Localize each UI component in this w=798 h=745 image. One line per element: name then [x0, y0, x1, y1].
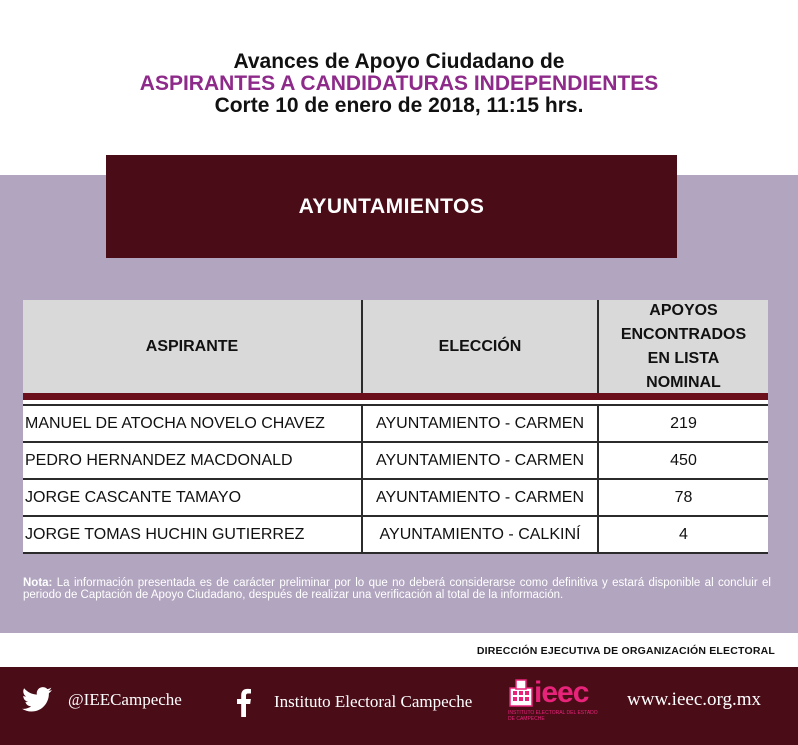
results-table — [23, 300, 768, 554]
facebook-icon — [232, 687, 258, 717]
header-eleccion: ELECCIÓN — [363, 300, 599, 393]
logo-subtext: INSTITUTO ELECTORAL DEL ESTADO DE CAMPECHE — [508, 710, 598, 722]
twitter-icon — [22, 687, 52, 712]
twitter-handle[interactable] — [22, 687, 182, 712]
cell-aspirante: JORGE CASCANTE TAMAYO — [23, 480, 363, 515]
disclaimer-note — [23, 577, 771, 601]
facebook-page[interactable] — [232, 687, 472, 717]
website-link[interactable]: www.ieec.org.mx — [627, 689, 762, 710]
cell-eleccion: AYUNTAMIENTO - CARMEN — [363, 480, 599, 515]
note-text: La información presentada es de carácter preliminar por lo que no deberá considerarse como definitiva y estará disponible al concluir el periodo de Captación de Apoyo Ciudadano, después de realizar una verificación al total de la información. — [23, 577, 771, 601]
header — [0, 0, 798, 175]
cell-apoyos: 78 — [674, 488, 693, 506]
table-row — [23, 480, 768, 517]
cell-apoyos: 4 — [679, 525, 688, 543]
table-header — [23, 300, 768, 393]
cell-aspirante: JORGE TOMAS HUCHIN GUTIERREZ — [23, 517, 363, 552]
section-banner — [106, 155, 677, 258]
note-label: Nota: — [23, 577, 53, 589]
ieec-logo — [508, 678, 600, 722]
section-title: AYUNTAMIENTOS — [298, 194, 485, 218]
cell-eleccion: AYUNTAMIENTO - CARMEN — [363, 443, 599, 478]
table-row — [23, 406, 768, 443]
logo-text: ieec — [534, 676, 589, 709]
cell-eleccion: AYUNTAMIENTO - CARMEN — [363, 406, 599, 441]
title-line-1: Avances de Apoyo Ciudadano de — [233, 50, 565, 73]
table-row — [23, 443, 768, 480]
logo-row — [508, 678, 588, 708]
cell-aspirante: MANUEL DE ATOCHA NOVELO CHAVEZ — [23, 406, 363, 441]
twitter-handle-text: @IEECampeche — [68, 689, 182, 709]
cell-eleccion: AYUNTAMIENTO - CALKINÍ — [363, 517, 599, 552]
header-apoyos — [599, 300, 768, 393]
logo-box — [508, 678, 600, 722]
table-row — [23, 517, 768, 554]
department-label: DIRECCIÓN EJECUTIVA DE ORGANIZACIÓN ELECTORAL — [476, 645, 775, 657]
title-line-3: Corte 10 de enero de 2018, 11:15 hrs. — [214, 94, 584, 117]
ballot-box-icon — [508, 678, 534, 708]
facebook-page-text: Instituto Electoral Campeche — [274, 692, 473, 711]
cell-apoyos: 450 — [670, 451, 697, 469]
title-line-2: ASPIRANTES A CANDIDATURAS INDEPENDIENTES — [139, 72, 659, 95]
footer — [0, 667, 798, 745]
cell-apoyos: 219 — [670, 414, 697, 432]
header-apoyos-label: APOYOS ENCONTRADOS EN LISTA NOMINAL — [620, 301, 747, 391]
header-aspirante: ASPIRANTE — [23, 300, 363, 393]
cell-aspirante: PEDRO HERNANDEZ MACDONALD — [23, 443, 363, 478]
